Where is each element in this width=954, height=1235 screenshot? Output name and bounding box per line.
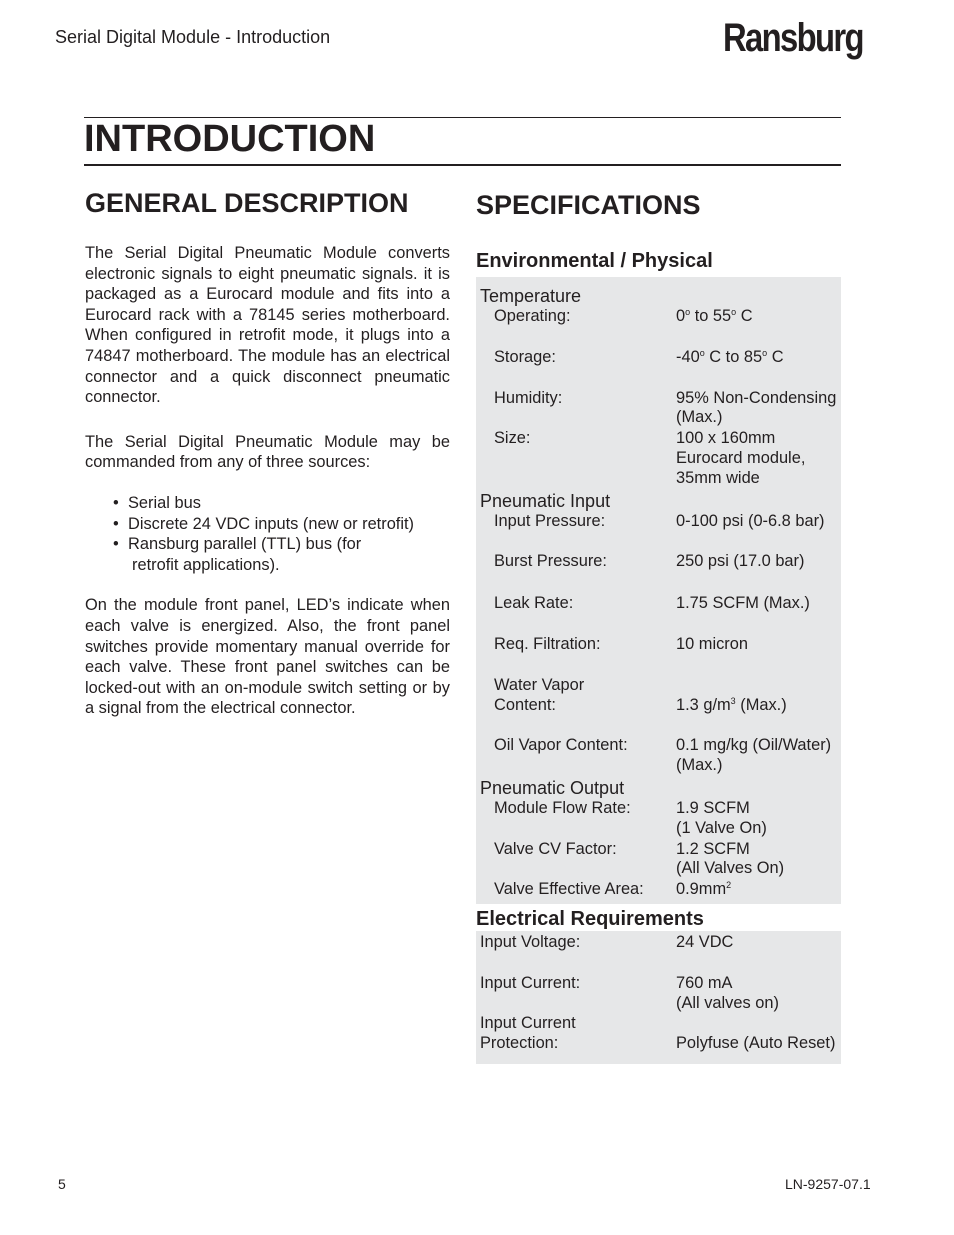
spec-label: Burst Pressure: — [494, 552, 607, 571]
spec-row-oil-vapor — [476, 736, 841, 776]
environmental-title: Environmental / Physical — [476, 250, 713, 272]
specifications-title: SPECIFICATIONS — [476, 190, 701, 220]
spec-label: Operating: — [494, 307, 571, 325]
spec-row-input-pressure — [476, 512, 841, 532]
spec-label: Module Flow Rate: — [494, 798, 631, 817]
pneumatic-input-label: Pneumatic Input — [480, 490, 611, 511]
spec-value: 100 x 160mm Eurocard module, 35mm wide — [676, 429, 806, 487]
spec-label: Input Current: — [480, 973, 581, 992]
spec-value: 24 VDC — [676, 932, 734, 951]
list-item — [113, 534, 450, 575]
spec-label: Req. Filtration: — [494, 634, 601, 653]
spec-label: Water Vapor Content: — [494, 675, 585, 714]
spec-row-filtration — [476, 635, 841, 655]
pneumatic-output-label: Pneumatic Output — [480, 777, 625, 798]
spec-value: -40$^o$ C to 85$^o$ C — [676, 347, 784, 366]
environmental-spec-box — [476, 277, 841, 904]
general-description-title: GENERAL DESCRIPTION — [85, 188, 409, 218]
electrical-title: Electrical Requirements — [476, 907, 704, 930]
spec-row-humidity — [476, 389, 841, 429]
general-paragraph-3: On the module front panel, LED’s indicate when each valve is energized. Also, the front panel switches provide momentary manual override for each valve. These front panel switches can be locked-out with an on-module switch setting or by a signal from the electrical connector. — [85, 596, 450, 718]
title-rule-bottom — [84, 164, 841, 166]
general-paragraph-1: The Serial Digital Pneumatic Module converts electronic signals to eight pneumatic signals. it is packaged as a Eurocard module and fits into a Eurocard rack with a 78145 series motherboard. When configured in retrofit mode, it plugs into a 74847 motherboard. The module has an electrical connector and a quick disconnect pneumatic connector. — [85, 244, 450, 407]
page-number: 5 — [58, 1176, 66, 1192]
spec-label: Storage: — [494, 347, 556, 366]
running-header: Serial Digital Module - Introduction — [55, 27, 331, 47]
spec-row-input-current — [476, 974, 841, 1014]
spec-value: 10 micron — [676, 634, 748, 653]
list-item-line: retrofit applications). — [132, 555, 280, 574]
page-title: INTRODUCTION — [84, 118, 376, 160]
spec-value: 250 psi (17.0 bar) — [676, 552, 805, 571]
spec-label: Size: — [494, 429, 531, 448]
spec-label: Valve Effective Area: — [494, 880, 644, 899]
spec-row-storage — [476, 348, 841, 368]
spec-row-size — [476, 429, 841, 488]
spec-value: Polyfuse (Auto Reset) — [676, 1034, 836, 1053]
spec-row-leak-rate — [476, 594, 841, 614]
spec-row-cv-factor — [476, 840, 841, 880]
spec-row-flow-rate — [476, 799, 841, 839]
general-paragraph-2: The Serial Digital Pneumatic Module may be commanded from any of three sources: — [85, 432, 450, 472]
spec-row-burst-pressure — [476, 552, 841, 572]
general-description-section — [85, 188, 450, 719]
spec-value: 95% Non-Condensing (Max.) — [676, 388, 837, 427]
spec-value: 0.1 mg/kg (Oil/Water) (Max.) — [676, 736, 832, 775]
spec-value: 1.3 $g/m^3$ (Max.) — [676, 695, 787, 714]
spec-row-operating — [476, 307, 841, 327]
list-item-line: Ransburg parallel (TTL) bus (for — [128, 535, 362, 554]
spec-row-input-voltage — [476, 933, 841, 953]
specifications-section — [476, 190, 841, 1064]
spec-value: 760 mA (All valves on) — [676, 973, 779, 1012]
spec-value: 1.9 SCFM (1 Valve On) — [676, 798, 767, 837]
spec-label: Input Current Protection: — [480, 1014, 576, 1053]
spec-row-water-vapor — [476, 676, 841, 716]
spec-label: Leak Rate: — [494, 594, 574, 613]
spec-value: 0$^o$ to 55$^o$ C — [676, 307, 753, 325]
spec-label: Oil Vapor Content: — [494, 736, 628, 755]
brand-logo: Ransburg — [723, 16, 863, 60]
spec-value: 0-100 psi (0-6.8 bar) — [676, 511, 825, 530]
command-sources-list — [85, 493, 450, 575]
spec-label: Humidity: — [494, 388, 563, 407]
spec-label: Input Voltage: — [480, 932, 581, 951]
spec-value: 1.2 SCFM (All Valves On) — [676, 839, 785, 878]
list-item: • Serial bus — [113, 493, 450, 514]
document-number: LN-9257-07.1 — [785, 1176, 871, 1192]
spec-label: Input Pressure: — [494, 511, 606, 530]
spec-value: $0.9mm^2$ — [676, 880, 732, 899]
spec-value: 1.75 SCFM (Max.) — [676, 594, 810, 613]
electrical-spec-box — [476, 931, 841, 1064]
spec-row-effective-area — [476, 880, 841, 900]
spec-row-current-protection — [476, 1014, 841, 1054]
list-item: • Discrete 24 VDC inputs (new or retrofit) — [113, 514, 450, 535]
temperature-label: Temperature — [480, 286, 582, 306]
spec-label: Valve CV Factor: — [494, 839, 617, 858]
